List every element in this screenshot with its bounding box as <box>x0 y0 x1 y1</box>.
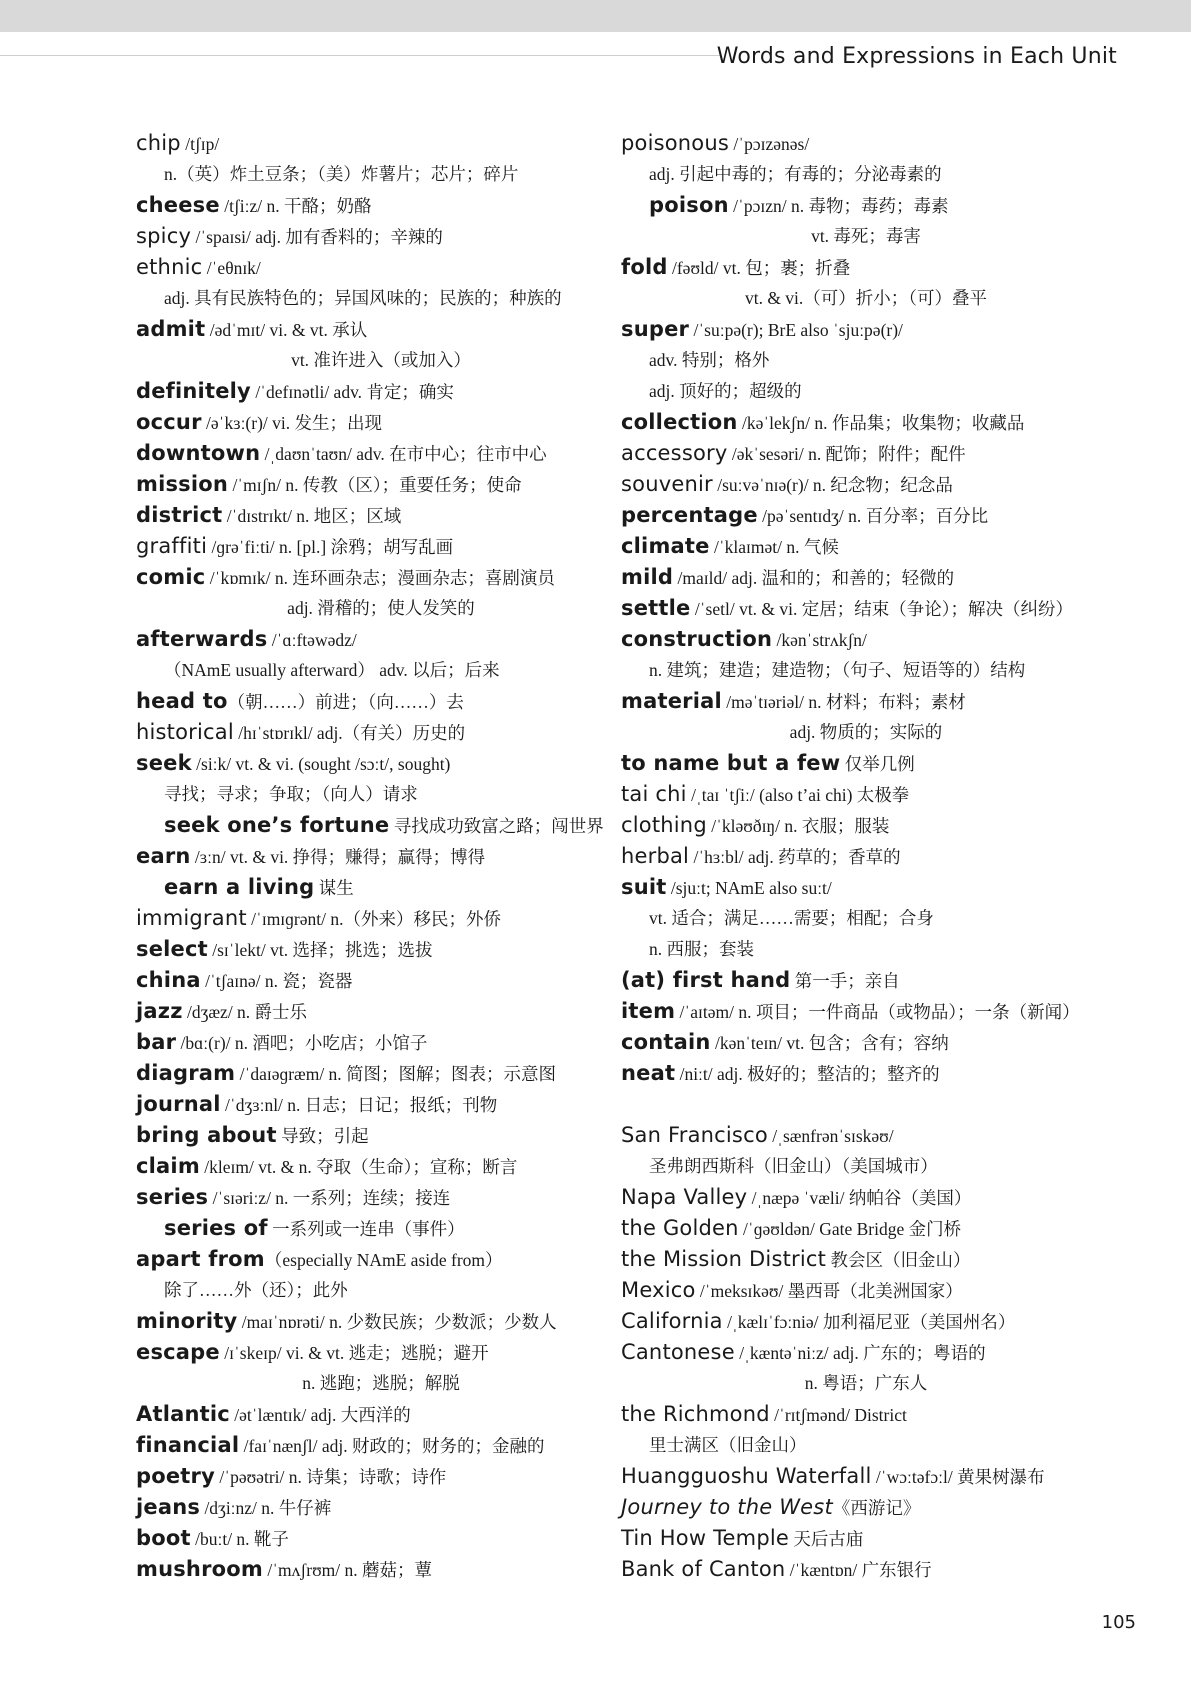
glossary-entry <box>136 1182 626 1213</box>
headword: poison <box>649 193 729 217</box>
glossary-entry <box>136 376 626 407</box>
definition-text: adj. 引起中毒的；有毒的；分泌毒素的 <box>649 164 942 184</box>
headword: Cantonese <box>621 1340 735 1364</box>
headword: neat <box>621 1061 676 1085</box>
definition-text: /niːt/ adj. 极好的；整洁的；整齐的 <box>675 1064 940 1084</box>
glossary-entry <box>136 1089 626 1120</box>
glossary-definition-line <box>621 717 1111 748</box>
glossary-entry <box>136 686 626 717</box>
definition-text: n. 逃跑；逃脱；解脱 <box>302 1373 460 1393</box>
headword: poetry <box>136 1464 215 1488</box>
definition-text: /ˈpɔɪzn/ n. 毒物；毒药；毒素 <box>728 196 949 216</box>
definition-text: /ˌsænfrənˈsɪskəʊ/ <box>767 1126 894 1146</box>
definition-text: /sɪˈlekt/ vt. 选择；挑选；选拔 <box>207 940 433 960</box>
definition-text: /ˈkləʊðɪŋ/ n. 衣服；服装 <box>706 816 890 836</box>
glossary-entry <box>621 748 1111 779</box>
headword: definitely <box>136 379 251 403</box>
glossary-entry <box>136 438 626 469</box>
headword: construction <box>621 627 773 651</box>
glossary-entry <box>621 1213 1111 1244</box>
definition-text: /suːvəˈnɪə(r)/ n. 纪念物；纪念品 <box>712 475 953 495</box>
glossary-entry <box>136 252 626 283</box>
glossary-definition-line <box>621 159 1111 190</box>
glossary-definition-line <box>621 345 1111 376</box>
definition-text: vt. 适合；满足……需要；相配；合身 <box>649 908 934 928</box>
glossary-entry <box>621 128 1111 159</box>
headword: contain <box>621 1030 711 1054</box>
definition-text: /ədˈmɪt/ vi. & vt. 承认 <box>205 320 368 340</box>
headword: seek one’s fortune <box>164 813 390 837</box>
glossary-entry <box>136 1523 626 1554</box>
definition-text: /maɪˈnɒrəti/ n. 少数民族；少数派；少数人 <box>237 1312 557 1332</box>
definition-text: /ˈɡəʊldən/ Gate Bridge 金门桥 <box>738 1219 962 1239</box>
definition-text: adj. 滑稽的；使人发笑的 <box>287 598 475 618</box>
headword: financial <box>136 1433 240 1457</box>
glossary-entry <box>621 872 1111 903</box>
definition-text: /əˈkɜː(r)/ vi. 发生；出现 <box>201 413 383 433</box>
headword: earn a living <box>164 875 315 899</box>
headword: the Mission District <box>621 1247 827 1271</box>
headword: series <box>136 1185 209 1209</box>
glossary-entry <box>136 748 626 779</box>
glossary-entry <box>621 562 1111 593</box>
glossary-entry <box>136 1306 626 1337</box>
definition-text: /tʃiːz/ n. 干酪；奶酪 <box>219 196 372 216</box>
headword: comic <box>136 565 206 589</box>
definition-text: 导致；引起 <box>276 1126 369 1146</box>
definition-text: n. 粤语；广东人 <box>804 1373 928 1393</box>
definition-text: /əkˈsesəri/ n. 配饰；附件；配件 <box>727 444 966 464</box>
definition-text: /ɡrəˈfiːti/ n. [pl.] 涂鸦；胡写乱画 <box>207 537 454 557</box>
headword: clothing <box>621 813 707 837</box>
definition-text: /məˈtɪəriəl/ n. 材料；布料；素材 <box>721 692 966 712</box>
headword: select <box>136 937 208 961</box>
headword: Atlantic <box>136 1402 230 1426</box>
definition-text: 寻找成功致富之路；闯世界 <box>389 816 604 836</box>
glossary-entry <box>621 1337 1111 1368</box>
glossary-entry <box>621 500 1111 531</box>
definition-text: 圣弗朗西斯科（旧金山）（美国城市） <box>649 1156 938 1176</box>
definition-text: 天后古庙 <box>789 1529 864 1549</box>
glossary-entry <box>621 314 1111 345</box>
definition-text: /bɑː(r)/ n. 酒吧；小吃店；小馆子 <box>176 1033 428 1053</box>
page-header-title: Words and Expressions in Each Unit <box>716 44 1117 69</box>
definition-text: /faɪˈnænʃl/ adj. 财政的；财务的；金融的 <box>239 1436 545 1456</box>
definition-text: /ˈspaɪsi/ adj. 加有香料的；辛辣的 <box>191 227 443 247</box>
glossary-entry <box>136 1151 626 1182</box>
definition-text: 仅举几例 <box>840 754 915 774</box>
glossary-entry <box>621 252 1111 283</box>
glossary-entry <box>621 1275 1111 1306</box>
glossary-definition-line <box>621 655 1111 686</box>
definition-text: /ˈmɪʃn/ n. 传教（区）；重要任务；使命 <box>228 475 522 495</box>
headword: souvenir <box>621 472 713 496</box>
definition-text: n.（英）炸土豆条；（美）炸薯片；芯片；碎片 <box>164 164 519 184</box>
definition-text: 里士满区（旧金山） <box>649 1435 807 1455</box>
glossary-entry <box>136 1337 626 1368</box>
glossary-entry <box>136 469 626 500</box>
glossary-entry <box>621 1399 1111 1430</box>
headword: spicy <box>136 224 192 248</box>
definition-text: 寻找；寻求；争取；（向人）请求 <box>164 784 418 804</box>
definition-text: 教会区（旧金山） <box>826 1250 971 1270</box>
headword: boot <box>136 1526 191 1550</box>
definition-text: /hɪˈstɒrɪkl/ adj.（有关）历史的 <box>233 723 466 743</box>
headword: (at) first hand <box>621 968 791 992</box>
headword: cheese <box>136 193 220 217</box>
definition-text: n. 西服；套装 <box>649 939 754 959</box>
glossary-entry <box>136 1027 626 1058</box>
definition-text: 第一手；亲自 <box>790 971 900 991</box>
headword: Mexico <box>621 1278 696 1302</box>
definition-text: /ˈsɪəriːz/ n. 一系列；连续；接连 <box>208 1188 451 1208</box>
glossary-definition-line <box>136 283 626 314</box>
definition-text: （especially NAmE aside from） <box>264 1250 503 1270</box>
left-column <box>136 128 626 1585</box>
glossary-entry <box>621 1058 1111 1089</box>
definition-text: /kleɪm/ vt. & n. 夺取（生命）；宣称；断言 <box>199 1157 518 1177</box>
glossary-entry <box>621 624 1111 655</box>
definition-text: /ˌdaʊnˈtaʊn/ adv. 在市中心；往市中心 <box>260 444 547 464</box>
definition-text: adv. 特别；格外 <box>649 350 770 370</box>
headword: herbal <box>621 844 690 868</box>
headword: diagram <box>136 1061 236 1085</box>
headword: jazz <box>136 999 183 1023</box>
definition-text: /maɪld/ adj. 温和的；和善的；轻微的 <box>673 568 955 588</box>
definition-text: /kənˈteɪn/ vt. 包含；含有；容纳 <box>710 1033 949 1053</box>
glossary-entry <box>136 996 626 1027</box>
header-rule <box>0 55 720 56</box>
headword: apart from <box>136 1247 265 1271</box>
definition-text: /pəˈsentɪdʒ/ n. 百分率；百分比 <box>757 506 989 526</box>
glossary-entry <box>136 624 626 655</box>
glossary-entry <box>621 531 1111 562</box>
glossary-entry <box>136 1430 626 1461</box>
definition-text: /ˈɪmɪɡrənt/ n.（外来）移民；外侨 <box>246 909 501 929</box>
definition-text: adj. 顶好的；超级的 <box>649 381 802 401</box>
definition-text: /ˈmeksɪkəʊ/ 墨西哥（北美洲国家） <box>695 1281 963 1301</box>
definition-text: adj. 具有民族特色的；异国风味的；民族的；种族的 <box>164 288 562 308</box>
headword: admit <box>136 317 206 341</box>
definition-text: n. 建筑；建造；建造物；（句子、短语等的）结构 <box>649 660 1026 680</box>
headword: jeans <box>136 1495 201 1519</box>
page-number: 105 <box>1101 1612 1136 1633</box>
definition-text: /ˈaɪtəm/ n. 项目；一件商品（或物品）；一条（新闻） <box>675 1002 1080 1022</box>
glossary-definition-line <box>621 1430 1111 1461</box>
definition-text: 《西游记》 <box>832 1498 921 1518</box>
glossary-entry <box>136 562 626 593</box>
definition-text: /sjuːt; NAmE also suːt/ <box>666 878 832 898</box>
glossary-definition-line <box>136 345 626 376</box>
headword: tai chi <box>621 782 687 806</box>
glossary-entry <box>136 1554 626 1585</box>
glossary-entry <box>621 1554 1111 1585</box>
definition-text: /ˌtaɪ ˈtʃiː/ (also t’ai chi) 太极拳 <box>686 785 910 805</box>
glossary-entry <box>621 1306 1111 1337</box>
glossary-entry <box>621 1027 1111 1058</box>
definition-text: /ˈmʌʃrʊm/ n. 蘑菇；蕈 <box>262 1560 433 1580</box>
headword: journal <box>136 1092 221 1116</box>
definition-text: vt. & vi.（可）折小；（可）叠平 <box>744 288 988 308</box>
headword: historical <box>136 720 234 744</box>
glossary-entry <box>621 1461 1111 1492</box>
glossary-definition-line <box>621 934 1111 965</box>
glossary-entry <box>136 841 626 872</box>
glossary-entry <box>136 190 626 221</box>
glossary-definition-line <box>136 655 626 686</box>
glossary-entry <box>621 841 1111 872</box>
headword: bring about <box>136 1123 277 1147</box>
definition-text: /ɪˈskeɪp/ vi. & vt. 逃走；逃脱；避开 <box>219 1343 489 1363</box>
definition-text: /ˈwɔːtəfɔːl/ 黄果树瀑布 <box>871 1467 1045 1487</box>
glossary-entry <box>621 965 1111 996</box>
headword: the Richmond <box>621 1402 770 1426</box>
glossary-entry <box>136 1492 626 1523</box>
definition-text: /dʒæz/ n. 爵士乐 <box>182 1002 308 1022</box>
headword: Napa Valley <box>621 1185 748 1209</box>
glossary-entry <box>136 1399 626 1430</box>
definition-text: /ˈhɜːbl/ adj. 药草的；香草的 <box>689 847 901 867</box>
entry-spacer <box>621 1089 1111 1120</box>
headword: ethnic <box>136 255 203 279</box>
glossary-entry <box>136 1213 626 1244</box>
glossary-entry <box>621 593 1111 624</box>
glossary-entry <box>136 407 626 438</box>
headword: San Francisco <box>621 1123 768 1147</box>
headword: mission <box>136 472 229 496</box>
definition-text: adj. 物质的；实际的 <box>789 722 943 742</box>
definition-text: 除了……外（还）；此外 <box>164 1280 348 1300</box>
headword: suit <box>621 875 667 899</box>
headword: collection <box>621 410 738 434</box>
headword: mild <box>621 565 674 589</box>
headword: material <box>621 689 722 713</box>
headword: earn <box>136 844 191 868</box>
headword: settle <box>621 596 691 620</box>
definition-text: /ˈkɒmɪk/ n. 连环画杂志；漫画杂志；喜剧演员 <box>205 568 555 588</box>
definition-text: /ˈdefɪnətli/ adv. 肯定；确实 <box>250 382 454 402</box>
headword: Huangguoshu Waterfall <box>621 1464 872 1488</box>
definition-text: vt. 准许进入（或加入） <box>291 350 471 370</box>
definition-text: /ˈsuːpə(r); BrE also ˈsjuːpə(r)/ <box>689 320 903 340</box>
glossary-definition-line <box>621 1151 1111 1182</box>
glossary-entry <box>621 1492 1111 1523</box>
glossary-entry <box>621 779 1111 810</box>
headword: accessory <box>621 441 728 465</box>
headword: series of <box>164 1216 268 1240</box>
definition-text: /ˌnæpə ˈvæli/ 纳帕谷（美国） <box>747 1188 972 1208</box>
glossary-definition-line <box>136 1368 626 1399</box>
headword: head to <box>136 689 228 713</box>
glossary-definition-line <box>621 1368 1111 1399</box>
definition-text: /ˈklaɪmət/ n. 气候 <box>709 537 839 557</box>
headword: Journey to the West <box>621 1495 833 1519</box>
definition-text: 一系列或一连串（事件） <box>267 1219 465 1239</box>
definition-text: （NAmE usually afterward） adv. 以后；后来 <box>164 660 500 680</box>
headword: downtown <box>136 441 261 465</box>
glossary-entry <box>621 190 1111 221</box>
headword: super <box>621 317 690 341</box>
glossary-entry <box>621 810 1111 841</box>
definition-text: /ˈeθnɪk/ <box>202 258 261 278</box>
glossary-entry <box>136 531 626 562</box>
definition-text: /ˈdɪstrɪkt/ n. 地区；区域 <box>222 506 402 526</box>
glossary-definition-line <box>621 221 1111 252</box>
glossary-entry <box>136 810 626 841</box>
definition-text: /ˈpɔɪzənəs/ <box>729 134 810 154</box>
headword: district <box>136 503 223 527</box>
glossary-definition-line <box>136 159 626 190</box>
glossary-entry <box>621 1120 1111 1151</box>
glossary-entry <box>621 407 1111 438</box>
glossary-entry <box>621 438 1111 469</box>
headword: poisonous <box>621 131 730 155</box>
definition-text: /fəʊld/ vt. 包；裹；折叠 <box>667 258 851 278</box>
headword: mushroom <box>136 1557 263 1581</box>
glossary-entry <box>136 128 626 159</box>
headword: bar <box>136 1030 177 1054</box>
glossary-entry <box>136 221 626 252</box>
definition-text: /kənˈstrʌkʃn/ <box>772 630 867 650</box>
glossary-definition-line <box>136 779 626 810</box>
definition-text: 谋生 <box>314 878 354 898</box>
headword: escape <box>136 1340 220 1364</box>
definition-text: /ˌkæntəˈniːz/ adj. 广东的；粤语的 <box>734 1343 986 1363</box>
glossary-entry <box>136 1244 626 1275</box>
headword: immigrant <box>136 906 247 930</box>
headword: graffiti <box>136 534 208 558</box>
headword: climate <box>621 534 710 558</box>
headword: minority <box>136 1309 238 1333</box>
right-column <box>621 128 1111 1585</box>
definition-text: /ˈdaɪəɡræm/ n. 简图；图解；图表；示意图 <box>235 1064 557 1084</box>
headword: the Golden <box>621 1216 739 1240</box>
glossary-entry <box>621 1244 1111 1275</box>
definition-text: /siːk/ vt. & vi. (sought /sɔːt/, sought) <box>191 754 451 774</box>
glossary-definition-line <box>136 1275 626 1306</box>
glossary-entry <box>621 1523 1111 1554</box>
headword: item <box>621 999 676 1023</box>
headword: occur <box>136 410 202 434</box>
glossary-definition-line <box>621 376 1111 407</box>
definition-text: /ˌkælɪˈfɔːniə/ 加利福尼亚（美国州名） <box>722 1312 1016 1332</box>
glossary-entry <box>621 1182 1111 1213</box>
definition-text: /kəˈlekʃn/ n. 作品集；收集物；收藏品 <box>737 413 1025 433</box>
glossary-entry <box>136 1058 626 1089</box>
headword: china <box>136 968 201 992</box>
glossary-entry <box>136 717 626 748</box>
headword: claim <box>136 1154 200 1178</box>
headword: fold <box>621 255 668 279</box>
headword: to name but a few <box>621 751 841 775</box>
glossary-entry <box>136 1120 626 1151</box>
glossary-entry <box>136 965 626 996</box>
definition-text: /ɜːn/ vt. & vi. 挣得；赚得；赢得；博得 <box>190 847 486 867</box>
glossary-entry <box>136 314 626 345</box>
definition-text: /ˈkæntɒn/ 广东银行 <box>785 1560 932 1580</box>
glossary-entry <box>136 1461 626 1492</box>
glossary-definition-line <box>136 593 626 624</box>
definition-text: /ˈtʃaɪnə/ n. 瓷；瓷器 <box>200 971 353 991</box>
definition-text: /tʃɪp/ <box>180 134 220 154</box>
definition-text: vt. 毒死；毒害 <box>811 226 921 246</box>
glossary-definition-line <box>621 903 1111 934</box>
glossary-entry <box>136 903 626 934</box>
glossary-entry <box>621 996 1111 1027</box>
definition-text: （朝……）前进；（向……）去 <box>227 692 464 712</box>
definition-text: /ˈrɪtʃmənd/ District <box>769 1405 907 1425</box>
definition-text: /ˈɑːftəwədz/ <box>267 630 357 650</box>
headword: California <box>621 1309 723 1333</box>
definition-text: /ˈsetl/ vt. & vi. 定居；结束（争论）；解决（纠纷） <box>690 599 1074 619</box>
top-gray-band <box>0 0 1191 32</box>
glossary-entry <box>136 500 626 531</box>
definition-text: /buːt/ n. 靴子 <box>190 1529 289 1549</box>
headword: chip <box>136 131 181 155</box>
headword: percentage <box>621 503 758 527</box>
glossary-entry <box>621 686 1111 717</box>
definition-text: /ətˈlæntɪk/ adj. 大西洋的 <box>229 1405 411 1425</box>
glossary-entry <box>621 469 1111 500</box>
headword: afterwards <box>136 627 268 651</box>
glossary-definition-line <box>621 283 1111 314</box>
headword: Tin How Temple <box>621 1526 790 1550</box>
definition-text: /ˈdʒɜːnl/ n. 日志；日记；报纸；刊物 <box>220 1095 498 1115</box>
definition-text: /dʒiːnz/ n. 牛仔裤 <box>200 1498 332 1518</box>
definition-text: /ˈpəʊətri/ n. 诗集；诗歌；诗作 <box>215 1467 447 1487</box>
headword: seek <box>136 751 192 775</box>
headword: Bank of Canton <box>621 1557 786 1581</box>
glossary-entry <box>136 872 626 903</box>
glossary-entry <box>136 934 626 965</box>
